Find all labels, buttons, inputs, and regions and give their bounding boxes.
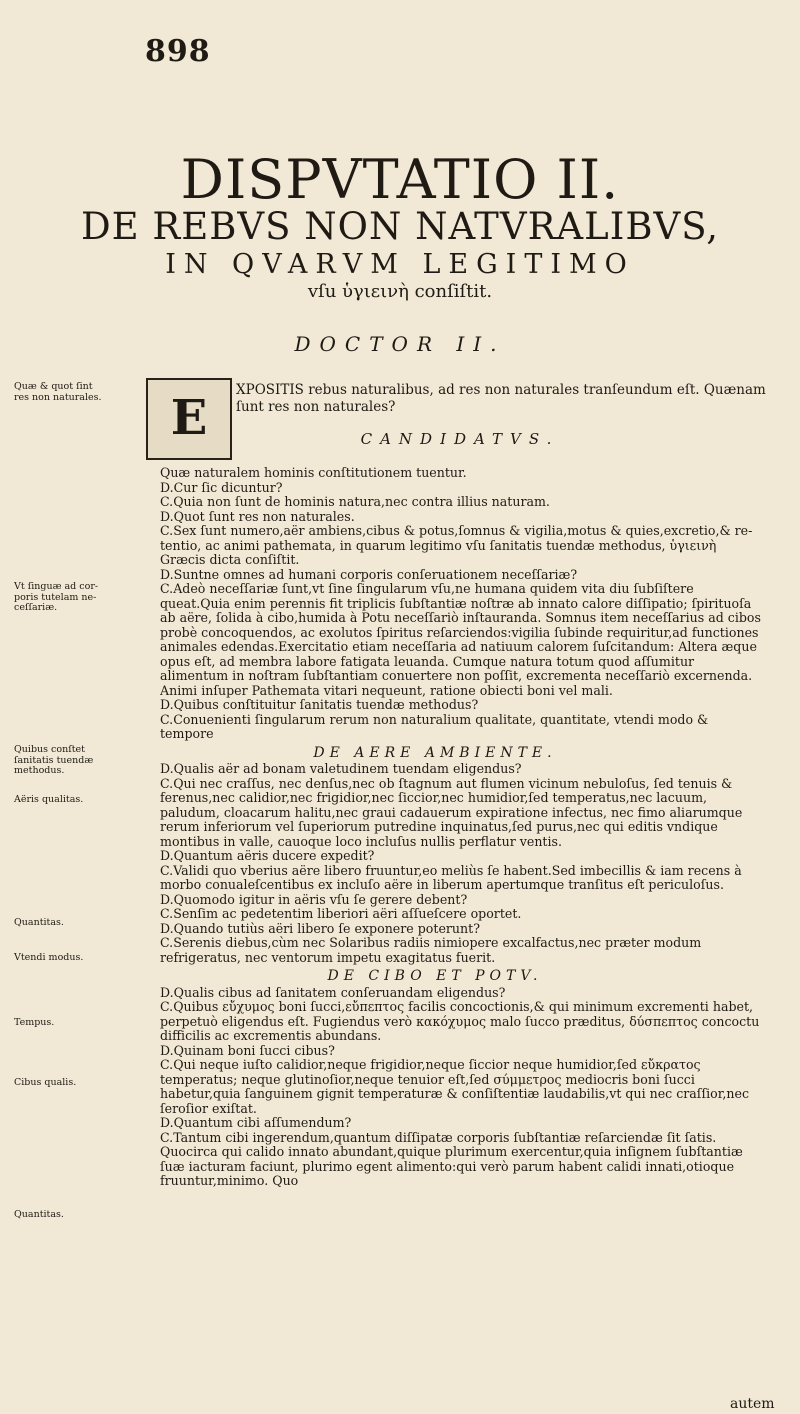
paragraph: C.Sex ſunt numero,aër ambiens,cibus & potus,ſomnus & vigilia,motus & quies,excretio,& retentio, ac animi pathemata, in quarum legitimo vſu ſanitatis tuendæ methodus, ὑγιεινὴ Græcis dicta conſiſtit. — [160, 523, 753, 567]
paragraph: C.Conuenienti ſingularum rerum non naturalium qualitate, quantitate, vtendi modo & tempore — [160, 711, 709, 741]
paragraph: Quæ naturalem hominis conſtitutionem tuentur. — [160, 465, 467, 480]
paragraph: D.Qualis cibus ad ſanitatem conſeruandam eligendus? — [160, 984, 506, 1000]
margin-note: Vt ſinguæ ad corporis tutelam neceſſariæ. — [14, 581, 99, 613]
paragraph: D.Quot ſunt res non naturales. — [160, 508, 355, 524]
margin-note: Quibus conſtet ſanitatis tuendæ methodus. — [14, 744, 94, 776]
paragraph: C.Tantum cibi ingerendum,quantum diſſipatæ corporis ſubſtantiæ reſarciendæ ſit ſatis. Quocirca qui calido innato abundant,quique plurimum exercentur,quia inſignem ſubſtantiæ ſuæ iacturam faciunt, plurimo egent alimento:qui verò parum habent calidi innati,otioque fruuntur,minimo. Quo — [160, 1129, 743, 1188]
margin-note: Quæ & quot ſint res non naturales. — [14, 381, 102, 403]
paragraph: C.Quia non ſunt de hominis natura,nec contra illius naturam. — [160, 494, 550, 509]
initial-letter: E — [170, 390, 208, 446]
paragraph: D.Quantum cibi aſſumendum? — [160, 1115, 352, 1130]
paragraph: D.Quibus conſtituitur ſanitatis tuendæ methodus? — [160, 697, 479, 712]
paragraph: D.Suntne omnes ad humani corporis conſeruationem neceſſariæ? — [160, 566, 578, 582]
title-line-4: vſu ὑγιεινὴ conſiſtit. — [307, 281, 493, 302]
title-line-3: IN QVARVM LEGITIMO — [165, 249, 635, 280]
margin-note: Vtendi modus. — [14, 952, 84, 963]
paragraph: D.Qualis aër ad bonam valetudinem tuendam eligendus? — [160, 761, 522, 776]
catchword: autem — [730, 1396, 775, 1412]
margin-note: Tempus. — [14, 1017, 55, 1028]
main-text — [105, 466, 765, 1189]
margin-note: Quantitas. — [14, 917, 64, 928]
lead-question: XPOSITIS rebus naturalibus, ad res non naturales tranſeundum eſt. Quænam ſunt res non naturales? — [236, 382, 766, 415]
section-heading-cibo: DE CIBO ET POTV. — [327, 968, 543, 984]
margin-note: Aëris qualitas. — [14, 794, 84, 805]
paragraph: D.Cur ſic dicuntur? — [160, 479, 283, 495]
paragraph: C.Quibus εὔχυμος boni ſucci,εὔπεπτος facilis concoctionis,& qui minimum excrementi habet, perpetuò eligendus eſt. Fugiendus verò κακόχυμος malo ſucco præditus, δύσπεπτος concoctu difficilis ac excrementis abundans. — [160, 999, 760, 1043]
paragraph: D.Quinam boni ſucci cibus? — [160, 1042, 335, 1058]
paragraph: C.Qui nec craſſus, nec denſus,nec ob ſtagnum aut flumen vicinum nebuloſus, ſed tenuis & ferenus,nec calidior,nec frigidior,nec ſiccior,nec humidior,ſed temperatus,nec lacuum, paludum, cloacarum halitu,nec graui cadauerum expiratione infectus, nec fimo aliarumque rerum inferiorum vel ſuperiorum putredine inquinatus,ſed purus,nec qui editis vndique montibus in valle, cauoque loco incluſus nullis perflatur ventis. — [160, 775, 743, 849]
paragraph: D.Quantum aëris ducere expedit? — [160, 848, 375, 863]
paragraph: D.Quomodo igitur in aëris vſu ſe gerere debent? — [160, 891, 468, 907]
title-line-2: DE REBVS NON NATVRALIBVS, — [80, 205, 720, 248]
title-line-1: DISPVTATIO II. — [180, 148, 620, 211]
section-heading-aere: DE AERE AMBIENTE. — [313, 744, 557, 761]
margin-note: Quantitas. — [14, 1209, 64, 1220]
page-number: 898 — [145, 34, 211, 69]
paragraph: C.Qui neque iuſto calidior,neque frigidior,neque ſiccior neque humidior,ſed εὔκρατος temperatus; neque glutinoſior,neque tenuior eſt,ſed σύμμετρος mediocris boni ſucci habetur,quia ſanguinem gignit temperaturæ & conſiſtentiæ laudabilis,vt qui nec craſſior,nec ſeroſior exiſtat. — [160, 1057, 749, 1116]
margin-note: Cibus qualis. — [14, 1077, 77, 1088]
paragraph: C.Senſim ac pedetentim liberiori aëri aſſueſcere oportet. — [160, 906, 522, 921]
candidatus-heading: CANDIDATVS. — [360, 430, 560, 448]
paragraph: C.Validi quo vberius aëre libero fruuntur,eo meliùs ſe habent.Sed imbecillis & iam recens à morbo conualeſcentibus ex incluſo aëre in liberum apertumque tranſitus eſt periculoſus. — [160, 862, 742, 892]
doctor-heading: DOCTOR II. — [294, 332, 506, 356]
paragraph: C.Adeò neceſſariæ ſunt,vt ſine ſingularum vſu,ne humana quidem vita diu ſubſiſtere queat.Quia enim perennis fit triplicis ſubſtantiæ noſtræ ab innato calore diſſipatio; ſpirituoſa ab aëre, ſolida à cibo,humida à Potu neceſſariò inſtauranda. Somnus item neceſſarius ad cibos probè concoquendos, ac exolutos ſpiritus reſarciendos:vigilia ſubinde requiritur,ad functiones animales edendas.Exercitatio etiam neceſſaria ad natiuum calorem ſuſcitandum: Altera æque opus eſt, ad membra labore fatigata leuanda. Cumque natura totum quod aſſumitur alimentum in noſtram ſubſtantiam conuertere non poſſit, excrementa neceſſariò excernenda. Animi inſuper Pathemata vitari nequeunt, ratione obiecti boni vel mali. — [160, 581, 761, 698]
paragraph: D.Quando tutiùs aëri libero ſe exponere poterunt? — [160, 920, 480, 936]
paragraph: C.Serenis diebus,cùm nec Solaribus radiis nimiopere excalfactus,nec præter modum refrigeratus, nec ventorum impetu exagitatus fuerit. — [160, 935, 702, 965]
